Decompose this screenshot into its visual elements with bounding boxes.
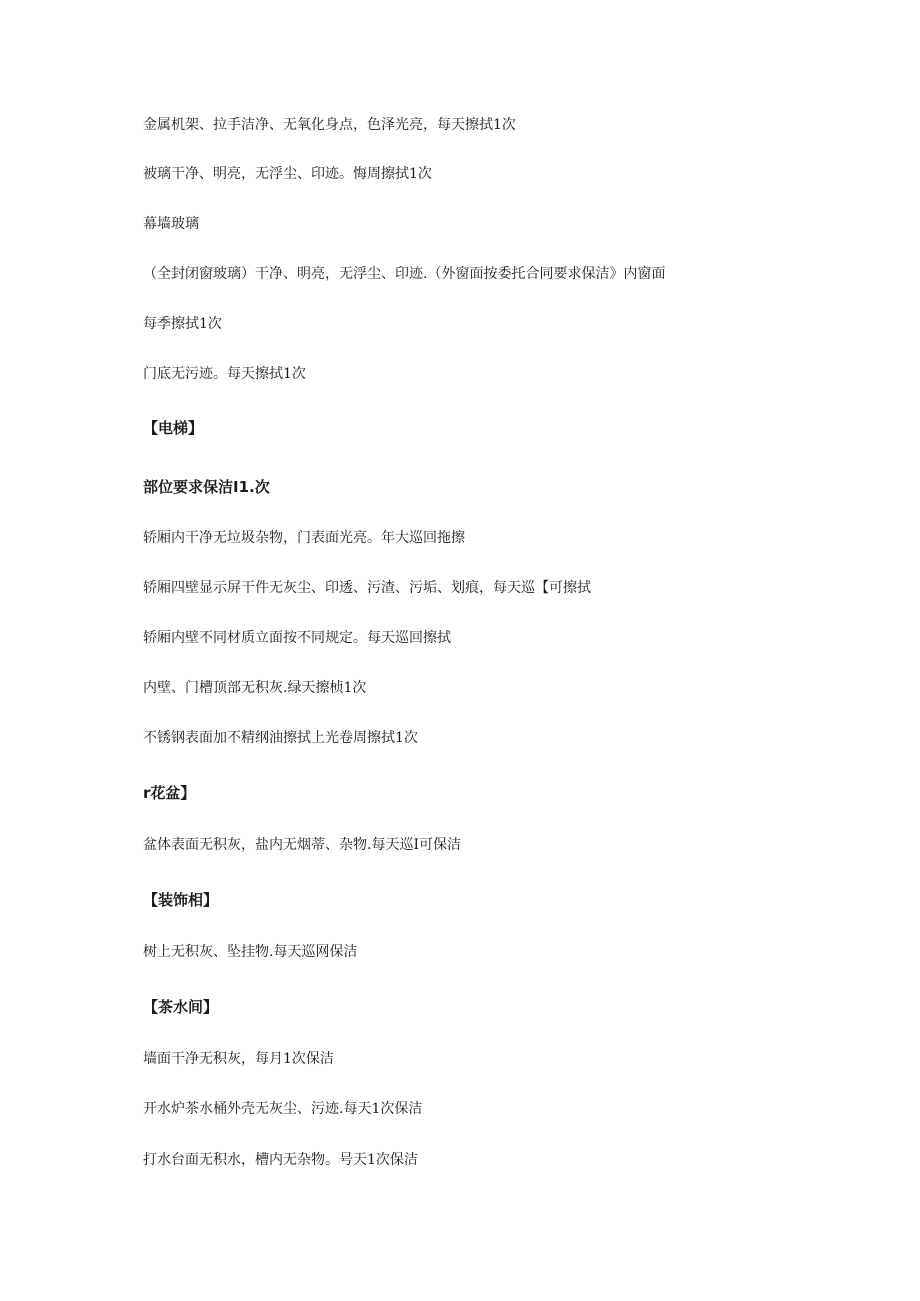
text-line: 打水台面无积水，槽内无杂物。号天1次保洁 <box>143 1152 418 1168</box>
text-line: 被璃干净、明亮，无浮尘、印迹。悔周擦拭1次 <box>143 166 432 182</box>
text-line: 盆体表面无积灰，盐内无烟蒂、杂物.每天巡I可保洁 <box>143 837 461 853</box>
section-heading-flowerpot: r花盆】 <box>143 784 196 802</box>
text-line: 墙面干净无积灰，每月1次保洁 <box>143 1051 334 1067</box>
text-line: 每季擦拭1次 <box>143 316 222 332</box>
section-heading-elevator: 【电梯】 <box>143 419 204 437</box>
text-line: 内壁、门槽顶部无积灰.绿天擦桢1次 <box>143 680 367 696</box>
text-line: 不锈钢表面加不精纲油擦拭上光卷周擦拭1次 <box>143 730 418 746</box>
text-line: 轿厢四壁显示屏干件无灰尘、印透、污渣、污垢、划痕，每天巡【可擦拭 <box>143 580 591 596</box>
text-line: 树上无积灰、坠挂物.每天巡网保洁 <box>143 944 358 960</box>
text-line: 门底无污迹。每天擦拭1次 <box>143 366 306 382</box>
section-heading-tea-room: 【茶水间】 <box>143 998 219 1016</box>
text-line: 轿厢内壁不同材质立面按不同规定。每天巡回擦拭 <box>143 630 451 646</box>
text-line: 幕墙玻璃 <box>143 216 199 232</box>
text-line: 金属机架、拉手洁净、无氧化身点，色泽光亮，每天擦拭1次 <box>143 117 516 133</box>
text-line: （全封闭窗玻璃）干净、明亮，无浮尘、印迹.（外窗面按委托合同要求保洁》内窗面 <box>143 266 666 282</box>
section-heading-decoration: 【装饰相】 <box>143 891 219 909</box>
text-line: 开水炉茶水桶外壳无灰尘、污迹.每天1次保洁 <box>143 1101 423 1117</box>
sub-heading: 部位要求保洁I1.次 <box>143 478 270 496</box>
text-line: 轿厢内干净无垃圾杂物，门表面光亮。年大巡回拖擦 <box>143 530 465 546</box>
